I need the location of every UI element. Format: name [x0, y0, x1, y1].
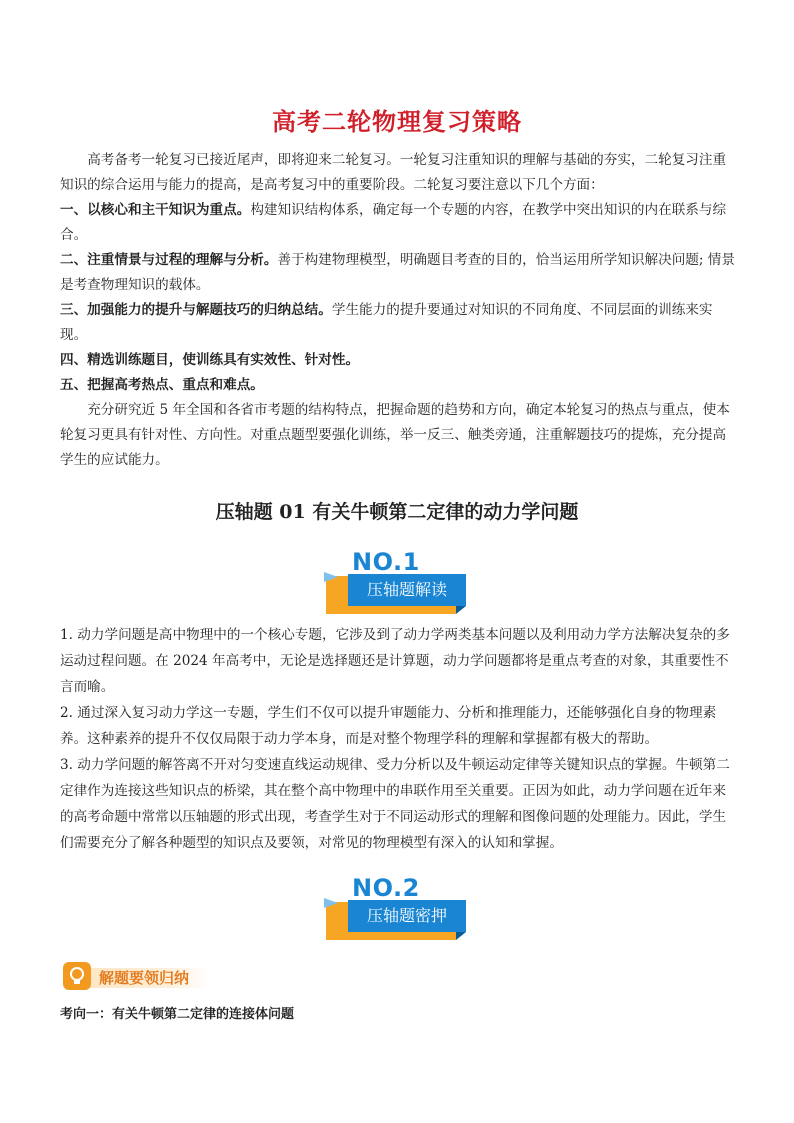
section-subtitle: 压轴题 01 有关牛顿第二定律的动力学问题 — [215, 501, 579, 523]
intro-section — [60, 148, 736, 473]
strategy-item-1-text: 构建知识结构体系，确定每一个专题的内容，在教学中突出知识的内在联系与综合。 — [60, 202, 727, 243]
badge-number: NO.2 — [352, 874, 420, 902]
lightbulb-icon — [63, 962, 91, 990]
strategy-item-2-text: 善于构建物理模型，明确题目考查的目的，恰当运用所学知识解决问题; 情景是考查物理知识的载体。 — [60, 252, 735, 293]
strategy-item-2-lead: 二、注重情景与过程的理解与分析。 — [60, 252, 278, 268]
strategy-item-3 — [60, 298, 736, 348]
badge-arrow-icon — [324, 898, 338, 908]
strategy-item-1 — [60, 198, 736, 248]
strategy-item-5 — [60, 373, 736, 398]
reading-paragraph-2: 2. 通过深入复习动力学这一专题，学生们不仅可以提升审题能力、分析和推理能力，还能够强化自身的物理素养。这种素养的提升不仅仅局限于动力学本身，而是对整个物理学科的理解和掌握都有极大的帮助。 — [60, 705, 717, 747]
strategy-item-3-text: 学生能力的提升要通过对知识的不同角度、不同层面的训练来实现。 — [60, 302, 713, 343]
reading-paragraph-3: 3. 动力学问题的解答离不开对匀变速直线运动规律、受力分析以及牛顿运动定律等关键知识点的掌握。牛顿第二定律作为连接这些知识点的桥梁，其在整个高中物理中的串联作用至关重要。正因为如此，动力学问题在近年来的高考命题中常常以压轴题的形式出现，考查学生对于不同运动形式的理解和图像问题的处理能力。因此，学生们需要充分了解各种题型的知识点及要领，对常见的物理模型有深入的认知和掌握。 — [60, 757, 730, 851]
page-title: 高考二轮物理复习策略 — [272, 108, 522, 136]
badge-number: NO.1 — [352, 548, 420, 576]
badge-label: 压轴题解读 — [348, 574, 466, 606]
intro-paragraph: 高考备考一轮复习已接近尾声，即将迎来二轮复习。一轮复习注重知识的理解与基础的夯实，二轮复习注重知识的综合运用与能力的提高，是高考复习中的重要阶段。二轮复习要注意以下几个方面： — [60, 152, 727, 193]
badge-label: 压轴题密押 — [348, 900, 466, 932]
strategy-item-4-lead: 四、精选训练题目，使训练具有实效性、针对性。 — [60, 352, 360, 368]
strategy-item-2 — [60, 248, 736, 298]
tips-tag — [63, 962, 213, 992]
reading-paragraph-1: 1. 动力学问题是高中物理中的一个核心专题，它涉及到了动力学两类基本问题以及利用动力学方法解决复杂的多运动过程问题。在 2024 年高考中，无论是选择题还是计算题，动力学问题都将是重点考查的对象，其重要性不言而喻。 — [60, 627, 730, 695]
badge-fold — [456, 932, 466, 940]
intro-closing-paragraph: 充分研究近 5 年全国和各省市考题的结构特点，把握命题的趋势和方向，确定本轮复习的热点与重点，使本轮复习更具有针对性、方向性。对重点题型要强化训练，举一反三、触类旁通，注重解题技巧的提炼，充分提高学生的应试能力。 — [60, 402, 730, 468]
strategy-item-4 — [60, 348, 736, 373]
strategy-item-5-lead: 五、把握高考热点、重点和难点。 — [60, 377, 264, 393]
strategy-item-3-lead: 三、加强能力的提升与解题技巧的归纳总结。 — [60, 302, 332, 318]
topic-heading: 考向一：有关牛顿第二定律的连接体问题 — [60, 1007, 295, 1022]
strategy-item-1-lead: 一、以核心和主干知识为重点。 — [60, 202, 251, 218]
section-badge-2 — [322, 874, 470, 944]
tag-label: 解题要领归纳 — [99, 969, 190, 987]
reading-section — [60, 622, 736, 856]
badge-arrow-icon — [324, 572, 338, 582]
section-badge-1 — [322, 548, 470, 618]
badge-fold — [456, 606, 466, 614]
